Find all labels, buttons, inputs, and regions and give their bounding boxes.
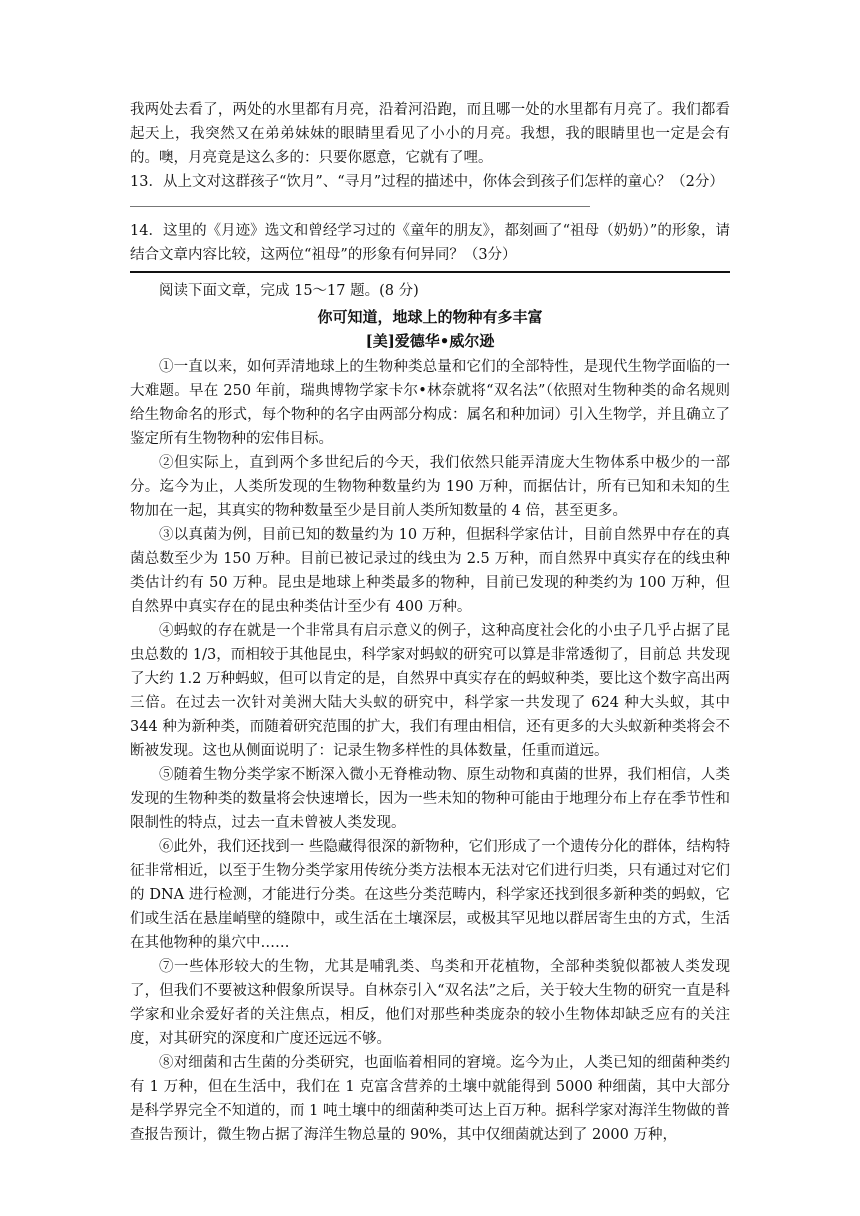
document-page [130, 98, 730, 1147]
article-title: 你可知道，地球上的物种有多丰富 [317, 308, 543, 326]
reading-instructions: 阅读下面文章，完成 15～17 题。(8 分) [159, 283, 419, 299]
question-14: 14．这里的《月迹》选文和曾经学习过的《童年的朋友》，都刻画了“祖母（奶奶）”的形象，请结合文章内容比较，这两位“祖母”的形象有何异同？（3分） [130, 223, 730, 263]
paragraph-6: ⑥此外，我们还找到一 些隐藏得很深的新物种，它们形成了一个遗传分化的群体，结构特征非常相近，以至于生物分类学家用传统分类方法根本无法对它们进行归类，只有通过对它们的 DNA 进行检测，才能进行分类。在这些分类范畴内，科学家还找到很多新种类的蚂蚁，它们或生活在悬崖峭壁的缝隙中，或生活在土壤深层，或极其罕见地以群居寄生虫的方式，生活在其他物种的巢穴中…… [130, 839, 730, 951]
top-passage: 我两处去看了，两处的水里都有月亮，沿着河沿跑，而且哪一处的水里都有月亮了。我们都看起天上，我突然又在弟弟妹妹的眼睛里看见了小小的月亮。我想，我的眼睛里也一定是会有的。噢，月亮竟是这么多的：只要你愿意，它就有了哩。 [130, 102, 730, 166]
answer-line-13 [130, 206, 590, 207]
paragraph-4: ④蚂蚁的存在就是一个非常具有启示意义的例子，这种高度社会化的小虫子几乎占据了昆虫总数的 1/3，而相较于其他昆虫，科学家对蚂蚁的研究可以算是非常透彻了，目前总 共发现了大约 1.2 万种蚂蚁，但可以肯定的是，自然界中真实存在的蚂蚁种类，要比这个数字高出两三倍。在过去一次针对美洲大陆大头蚁的研究中，科学家一共发现了 624 种大头蚁，其中 344 种为新种类，而随着研究范围的扩大，我们有理由相信，还有更多的大头蚁新种类将会不断被发现。这也从侧面说明了：记录生物多样性的具体数量，任重而道远。 [130, 623, 730, 759]
paragraph-1: ①一直以来，如何弄清地球上的生物种类总量和它们的全部特性，是现代生物学面临的一大难题。早在 250 年前，瑞典博物学家卡尔•林奈就将“双名法”（依照对生物种类的命名规则给生物命名的形式，每个物种的名字由两部分构成：属名和种加词）引入生物学，并且确立了鉴定所有生物物种的宏伟目标。 [130, 359, 730, 447]
paragraph-8: ⑧对细菌和古生菌的分类研究，也面临着相同的窘境。迄今为止，人类已知的细菌种类约有 1 万种，但在生活中，我们在 1 克富含营养的土壤中就能得到 5000 种细菌，其中大部分是科学界完全不知道的，而 1 吨土壤中的细菌种类可达上百万种。据科学家对海洋生物做的普查报告预计，微生物占据了海洋生物总量的 90%，其中仅细菌就达到了 2000 万种， [130, 1055, 730, 1143]
paragraph-5: ⑤随着生物分类学家不断深入微小无脊椎动物、原生动物和真菌的世界，我们相信，人类发现的生物种类的数量将会快速增长，因为一些未知的物种可能由于地理分布上存在季节性和限制性的特点，过去一直未曾被人类发现。 [130, 767, 730, 831]
question-13: 13．从上文对这群孩子“饮月”、“寻月”过程的描述中，你体会到孩子们怎样的童心？（2分） [130, 174, 724, 190]
document-body [130, 98, 730, 1147]
paragraph-7: ⑦一些体形较大的生物，尤其是哺乳类、鸟类和开花植物，全部种类貌似都被人类发现了，但我们不要被这种假象所误导。自林奈引入“双名法”之后，关于较大生物的研究一直是科学家和业余爱好者的关注焦点，相反，他们对那些种类庞杂的较小生物体却缺乏应有的关注度，对其研究的深度和广度还远远不够。 [130, 959, 730, 1047]
paragraph-2: ②但实际上，直到两个多世纪后的今天，我们依然只能弄清庞大生物体系中极少的一部分。迄今为止，人类所发现的生物物种数量约为 190 万种，而据估计，所有已知和未知的生物加在一起，其真实的物种数量至少是目前人类所知数量的 4 倍，甚至更多。 [130, 455, 730, 519]
section-divider [130, 271, 730, 273]
paragraph-3: ③以真菌为例，目前已知的数量约为 10 万种，但据科学家估计，目前自然界中存在的真菌总数至少为 150 万种。目前已被记录过的线虫为 2.5 万种，而自然界中真实存在的线虫种类估计约有 50 万种。昆虫是地球上种类最多的物种，目前已发现的种类约为 100 万种，但自然界中真实存在的昆虫种类估计至少有 400 万种。 [130, 527, 730, 615]
article-author: [美]爱德华•威尔逊 [365, 332, 495, 350]
